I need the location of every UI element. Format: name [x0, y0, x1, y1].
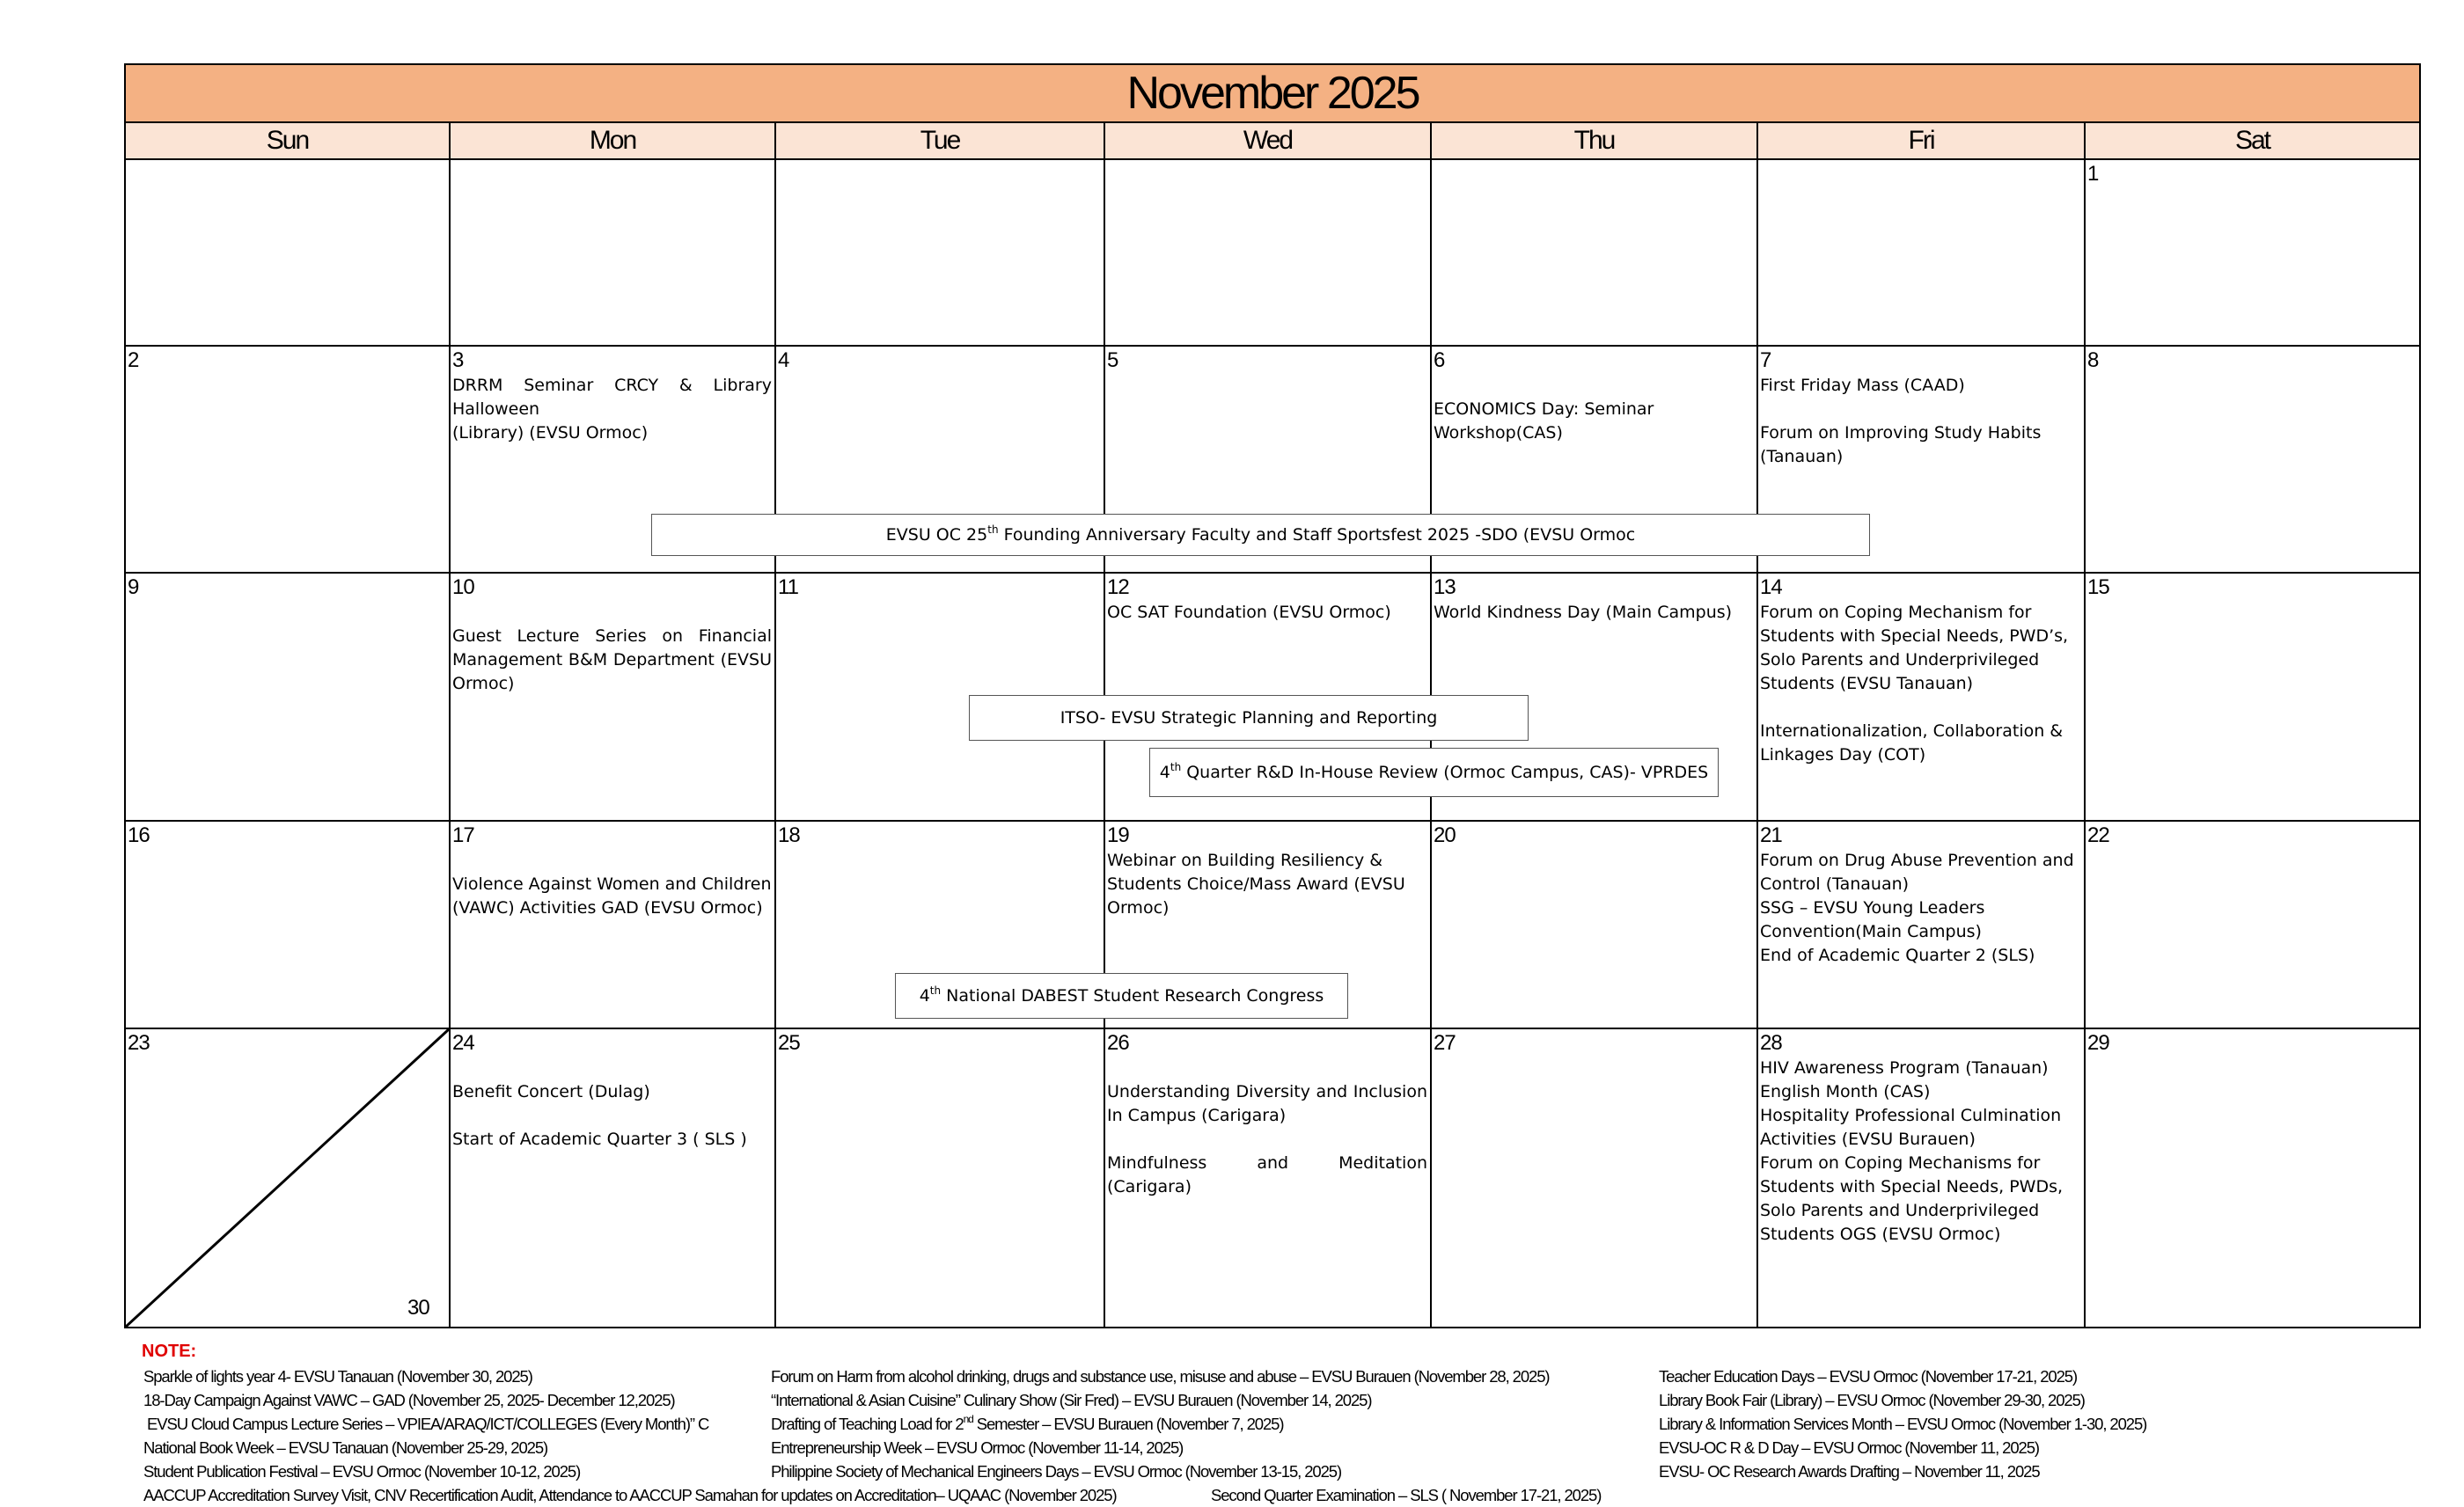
event-text: OC SAT Foundation (EVSU Ormoc)	[1107, 603, 1391, 622]
note-line: Philippine Society of Mechanical Engineers Days – EVSU Ormoc (November 13-15, 2025)	[771, 1462, 1342, 1481]
note-line: 18-Day Campaign Against VAWC – GAD (November 25, 2025- December 12,2025)	[143, 1391, 675, 1409]
event-line: Forum on Coping Mechanisms for Students with Special Needs, PWDs, Solo Parents and Underprivileged Students OGS (EVSU Ormoc)	[1760, 1153, 2064, 1244]
day-number: 13	[1434, 575, 1456, 599]
day-number: 5	[1107, 348, 1118, 372]
note-line: Teacher Education Days – EVSU Ormoc (November 17-21, 2025)	[1659, 1367, 2078, 1386]
day-number: 7	[1760, 348, 1771, 372]
day-cell-28[interactable]	[1756, 1028, 2086, 1328]
day-cell-16[interactable]	[124, 820, 451, 1029]
day-cell-22[interactable]	[2084, 820, 2421, 1029]
day-cell-1[interactable]	[2084, 158, 2421, 347]
day-cell-9[interactable]	[124, 572, 451, 822]
event-line: English Month (CAS)	[1760, 1082, 1931, 1101]
day-number: 4	[778, 348, 789, 372]
day-cell-14[interactable]	[1756, 572, 2086, 822]
day-number: 16	[128, 823, 150, 847]
day-cell-2[interactable]	[124, 345, 451, 574]
day-cell-15[interactable]	[2084, 572, 2421, 822]
event-text: World Kindness Day (Main Campus)	[1434, 603, 1733, 622]
note-line: Sparkle of lights year 4- EVSU Tanauan (November 30, 2025)	[143, 1367, 532, 1386]
day-cell-empty[interactable]	[1104, 158, 1432, 347]
day-number: 27	[1434, 1031, 1456, 1055]
day-cell-29[interactable]	[2084, 1028, 2421, 1328]
note-line: EVSU-OC R & D Day – EVSU Ormoc (November 11, 2025)	[1659, 1438, 2039, 1457]
day-number: 30	[407, 1296, 429, 1320]
event-text	[1760, 374, 2081, 469]
note-line: Library & Information Services Month – EVSU Ormoc (November 1-30, 2025)	[1659, 1415, 2147, 1433]
diagonal-split	[126, 1029, 449, 1327]
day-number: 17	[452, 823, 474, 847]
event-line: Hospitality Professional Culmination Activities (EVSU Burauen)	[1760, 1106, 2062, 1149]
event-text	[1760, 1057, 2081, 1247]
day-number: 6	[1434, 348, 1445, 372]
note-line: Drafting of Teaching Load for 2nd Semester – EVSU Burauen (November 7, 2025)	[771, 1413, 1284, 1433]
event-text	[1434, 398, 1754, 445]
event-line: Benefit Concert (Dulag)	[452, 1082, 650, 1101]
day-cell-empty[interactable]	[1430, 158, 1758, 347]
day-number: 2	[128, 348, 139, 372]
event-line: Understanding Diversity and Inclusion In Campus (Carigara)	[1107, 1082, 1427, 1125]
dow-tue: Tue	[774, 123, 1105, 160]
bar-label: ITSO- EVSU Strategic Planning and Reporting	[1060, 708, 1438, 728]
day-cell-10[interactable]	[449, 572, 776, 822]
bar-label: 4th National DABEST Student Research Congress	[919, 984, 1324, 1006]
day-number: 15	[2087, 575, 2109, 599]
day-number: 12	[1107, 575, 1129, 599]
event-line: End of Academic Quarter 2 (SLS)	[1760, 946, 2035, 965]
event-line: Forum on Drug Abuse Prevention and Control (Tanauan)	[1760, 851, 2074, 894]
event-bar-sportsfest[interactable]	[651, 514, 1870, 556]
day-number: 14	[1760, 575, 1782, 599]
note-line: National Book Week – EVSU Tanauan (November 25-29, 2025)	[143, 1438, 548, 1457]
event-line: Forum on Coping Mechanism for Students with Special Needs, PWD’s, Solo Parents and Underprivileged Students (EVSU Tanauan)	[1760, 603, 2069, 693]
event-bar-rnd-review[interactable]	[1149, 748, 1719, 797]
event-text	[452, 1080, 772, 1152]
event-text	[1107, 1080, 1427, 1199]
day-cell-27[interactable]	[1430, 1028, 1758, 1328]
dow-wed: Wed	[1104, 123, 1432, 160]
day-number: 8	[2087, 348, 2099, 372]
day-number: 28	[1760, 1031, 1782, 1055]
notes-column-2	[771, 1364, 1601, 1507]
day-cell-26[interactable]	[1104, 1028, 1432, 1328]
day-number: 25	[778, 1031, 800, 1055]
day-number: 11	[778, 575, 798, 599]
day-cell-empty[interactable]	[449, 158, 776, 347]
note-line: AACCUP Accreditation Survey Visit, CNV Recertification Audit, Attendance to AACCUP Samahan for updates on Accreditation– UQAAC (November 2025)	[143, 1486, 1117, 1504]
note-line: Second Quarter Examination – SLS ( November 17-21, 2025)	[1211, 1486, 1602, 1504]
event-text	[1760, 849, 2081, 968]
dow-fri: Fri	[1756, 123, 2086, 160]
day-number: 24	[452, 1031, 474, 1055]
event-line: Forum on Improving Study Habits (Tanauan)	[1760, 423, 2042, 466]
day-cell-empty[interactable]	[1756, 158, 2086, 347]
note-line: EVSU- OC Research Awards Drafting – November 11, 2025	[1659, 1462, 2040, 1481]
event-line: Start of Academic Quarter 3 ( SLS )	[452, 1130, 747, 1149]
bar-label: EVSU OC 25th Founding Anniversary Faculty and Staff Sportsfest 2025 -SDO (EVSU Ormoc	[885, 523, 1636, 545]
day-number: 3	[452, 348, 464, 372]
day-number: 26	[1107, 1031, 1129, 1055]
day-number: 9	[128, 575, 139, 599]
month-title: November 2025	[124, 63, 2421, 123]
event-bar-itso[interactable]	[969, 695, 1529, 741]
day-number: 18	[778, 823, 800, 847]
dow-sun: Sun	[124, 123, 451, 160]
day-number: 23	[128, 1031, 150, 1055]
day-cell-8[interactable]	[2084, 345, 2421, 574]
event-line: Mindfulness and Meditation (Carigara)	[1107, 1153, 1427, 1196]
day-cell-17[interactable]	[449, 820, 776, 1029]
day-number: 1	[2087, 162, 2099, 186]
day-cell-empty[interactable]	[774, 158, 1105, 347]
day-number: 22	[2087, 823, 2109, 847]
dow-thu: Thu	[1430, 123, 1758, 160]
day-number: 29	[2087, 1031, 2109, 1055]
event-text: Violence Against Women and Children (VAWC) Activities GAD (EVSU Ormoc)	[452, 874, 772, 918]
note-line: Library Book Fair (Library) – EVSU Ormoc (November 29-30, 2025)	[1659, 1391, 2085, 1409]
day-number: 10	[452, 575, 474, 599]
note-line: Entrepreneurship Week – EVSU Ormoc (November 11-14, 2025)	[771, 1438, 1184, 1457]
note-line: Student Publication Festival – EVSU Ormoc (November 10-12, 2025)	[143, 1462, 581, 1481]
day-number: 20	[1434, 823, 1456, 847]
event-line: HIV Awareness Program (Tanauan)	[1760, 1058, 2049, 1078]
note-line: EVSU Cloud Campus Lecture Series – VPIEA/ARAQ/ICT/COLLEGES (Every Month)” C	[143, 1415, 709, 1433]
day-cell-24[interactable]	[449, 1028, 776, 1328]
day-cell-empty[interactable]	[124, 158, 451, 347]
day-cell-21[interactable]	[1756, 820, 2086, 1029]
dow-mon: Mon	[449, 123, 776, 160]
event-line: DRRM Seminar CRCY & Library Halloween	[452, 376, 772, 419]
event-line: ECONOMICS Day: Seminar Workshop(CAS)	[1434, 399, 1654, 443]
event-line: Internationalization, Collaboration & Linkages Day (COT)	[1760, 721, 2064, 764]
note-line: “International & Asian Cuisine” Culinary Show (Sir Fred) – EVSU Burauen (November 14, 2025)	[771, 1391, 1372, 1409]
event-line: First Friday Mass (CAAD)	[1760, 376, 1965, 395]
day-cell-20[interactable]	[1430, 820, 1758, 1029]
notes-column-3	[1659, 1364, 2146, 1483]
event-text	[1760, 601, 2081, 767]
notes-heading: NOTE:	[142, 1342, 197, 1361]
event-text	[452, 374, 772, 445]
day-cell-25[interactable]	[774, 1028, 1105, 1328]
note-line: Forum on Harm from alcohol drinking, drugs and substance use, misuse and abuse – EVSU Burauen (November 28, 2025)	[771, 1367, 1550, 1386]
event-text: Webinar on Building Resiliency & Students Choice/Mass Award (EVSU Ormoc)	[1107, 851, 1405, 918]
event-bar-dabest[interactable]	[895, 973, 1348, 1019]
event-line: (Library) (EVSU Ormoc)	[452, 423, 649, 443]
dow-sat: Sat	[2084, 123, 2421, 160]
bar-label: 4th Quarter R&D In-House Review (Ormoc Campus, CAS)- VPRDES	[1159, 761, 1709, 782]
event-text: Guest Lecture Series on Financial Management B&M Department (EVSU Ormoc)	[452, 626, 772, 693]
event-line: SSG – EVSU Young Leaders Convention(Main Campus)	[1760, 898, 1985, 941]
day-number: 21	[1760, 823, 1782, 847]
day-cell-23-30[interactable]	[124, 1028, 451, 1328]
day-number: 19	[1107, 823, 1129, 847]
